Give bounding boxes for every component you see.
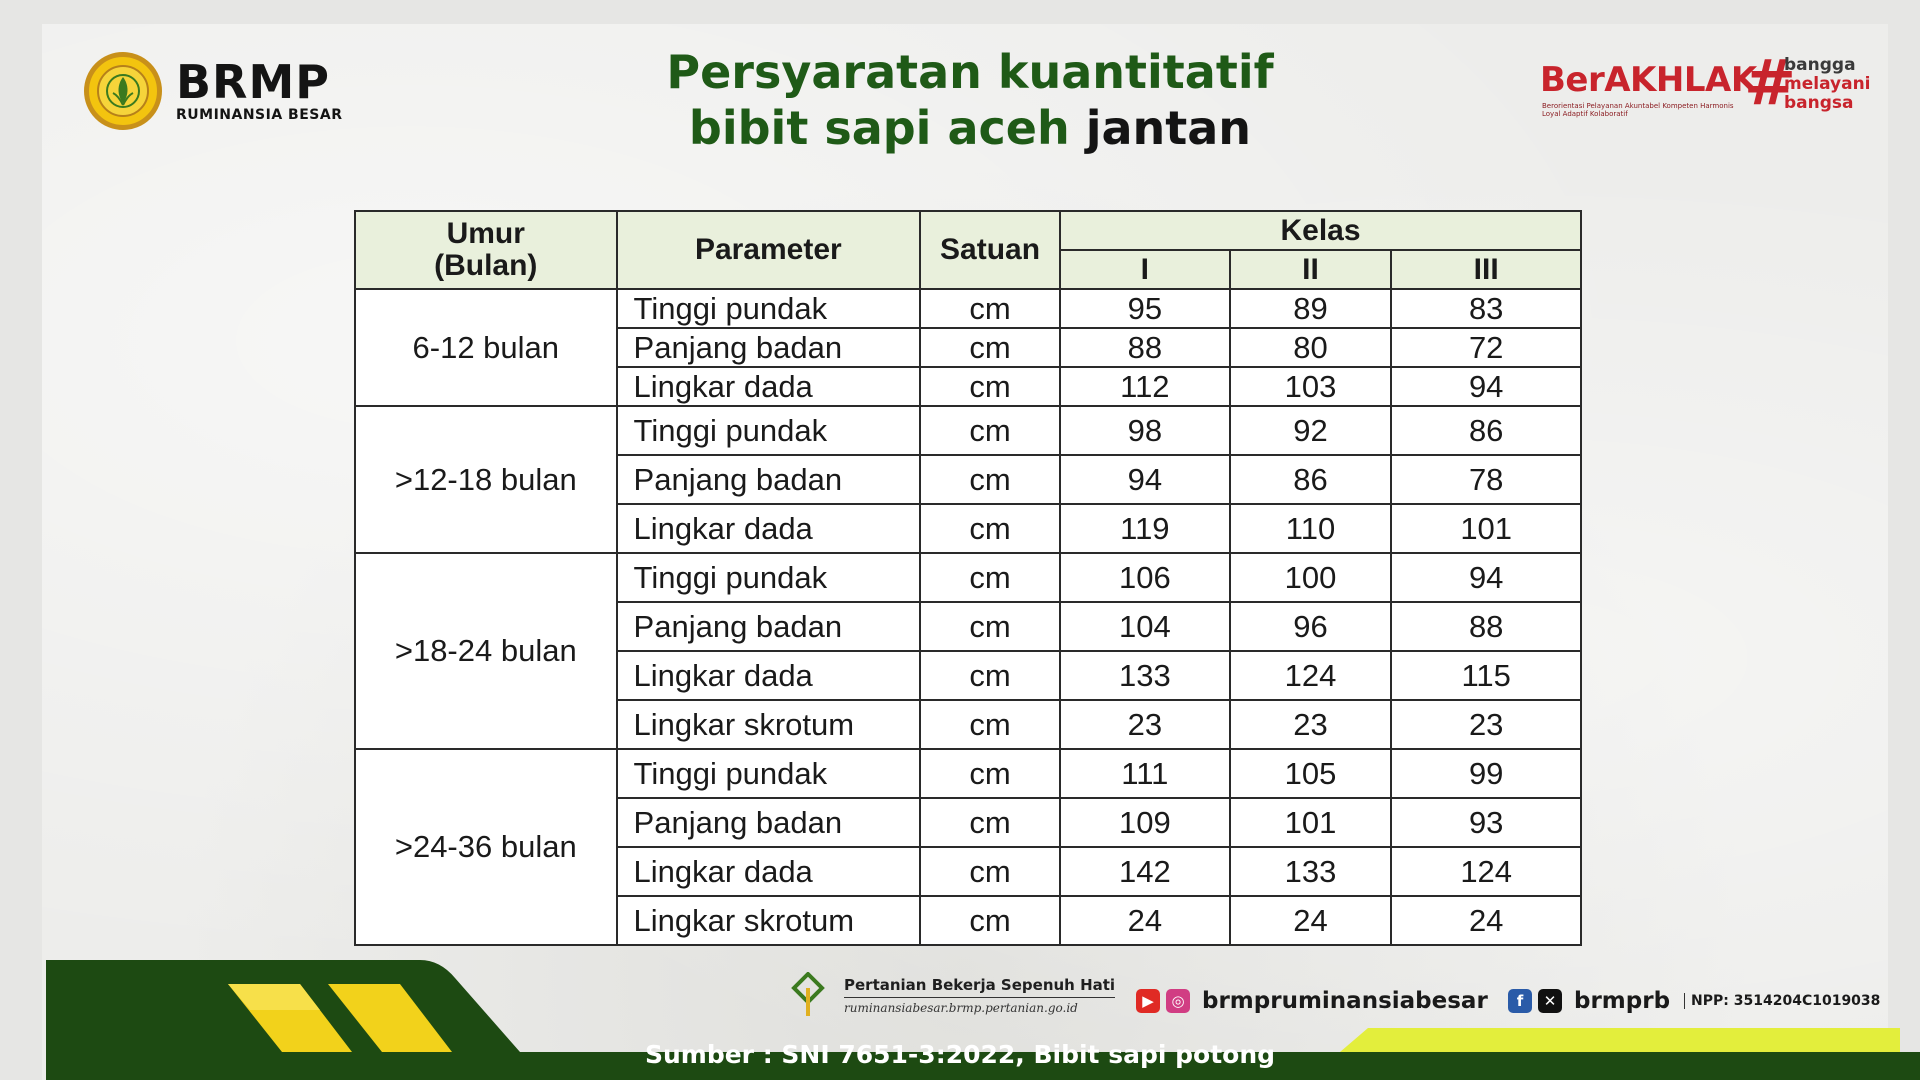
kelas-1-cell: 98	[1060, 406, 1230, 455]
page-title	[560, 44, 1380, 156]
kelas-3-cell: 94	[1391, 553, 1581, 602]
unit-cell: cm	[920, 602, 1060, 651]
param-cell: Panjang badan	[617, 798, 921, 847]
unit-cell: cm	[920, 798, 1060, 847]
kelas-1-cell: 142	[1060, 847, 1230, 896]
param-cell: Tinggi pundak	[617, 749, 921, 798]
kelas-3-cell: 115	[1391, 651, 1581, 700]
social-handle-1[interactable]: brmpruminansiabesar	[1202, 988, 1488, 1014]
requirements-table	[354, 210, 1582, 946]
param-cell: Panjang badan	[617, 455, 921, 504]
kelas-3-cell: 124	[1391, 847, 1581, 896]
kelas-1-cell: 111	[1060, 749, 1230, 798]
kelas-2-cell: 103	[1230, 367, 1392, 406]
slogan-line-2: melayani	[1784, 74, 1871, 94]
kelas-1-cell: 119	[1060, 504, 1230, 553]
kelas-3-cell: 78	[1391, 455, 1581, 504]
kelas-3-cell: 83	[1391, 289, 1581, 328]
kelas-1-cell: 94	[1060, 455, 1230, 504]
kelas-2-cell: 101	[1230, 798, 1392, 847]
kelas-1-cell: 23	[1060, 700, 1230, 749]
unit-cell: cm	[920, 700, 1060, 749]
npp-number: NPP: 3514204C1019038	[1684, 993, 1880, 1009]
agro-logo-icon	[788, 972, 828, 1018]
logo-title: BRMP	[176, 55, 330, 109]
unit-cell: cm	[920, 455, 1060, 504]
unit-cell: cm	[920, 406, 1060, 455]
kelas-1-cell: 95	[1060, 289, 1230, 328]
title-line-2-green: bibit sapi aceh	[688, 101, 1070, 155]
social-group-1	[1136, 988, 1488, 1014]
source-citation: Sumber : SNI 7651-3:2022, Bibit sapi potong	[644, 1040, 1276, 1069]
age-group-cell: >24-36 bulan	[355, 749, 617, 945]
kelas-1-cell: 106	[1060, 553, 1230, 602]
kelas-3-cell: 94	[1391, 367, 1581, 406]
param-cell: Lingkar skrotum	[617, 700, 921, 749]
table-row	[355, 406, 1581, 455]
unit-cell: cm	[920, 896, 1060, 945]
table-body	[355, 289, 1581, 945]
kelas-2-cell: 110	[1230, 504, 1392, 553]
berakhlak-logo	[1540, 48, 1880, 128]
param-cell: Tinggi pundak	[617, 406, 921, 455]
slogan-line-3: bangsa	[1784, 93, 1854, 113]
kelas-2-cell: 80	[1230, 328, 1392, 367]
kelas-2-cell: 92	[1230, 406, 1392, 455]
berakhlak-hash: #	[1744, 46, 1796, 119]
kelas-2-cell: 96	[1230, 602, 1392, 651]
param-cell: Lingkar dada	[617, 367, 921, 406]
header-kelas-2: II	[1230, 250, 1392, 289]
kelas-2-cell: 124	[1230, 651, 1392, 700]
kelas-2-cell: 105	[1230, 749, 1392, 798]
age-group-cell: 6-12 bulan	[355, 289, 617, 406]
brmp-logo	[84, 52, 343, 130]
kelas-1-cell: 88	[1060, 328, 1230, 367]
header-satuan: Satuan	[920, 211, 1060, 289]
youtube-icon[interactable]: ▶	[1136, 989, 1160, 1013]
header-kelas-1: I	[1060, 250, 1230, 289]
x-icon[interactable]: ✕	[1538, 989, 1562, 1013]
footer-tagline: Pertanian Bekerja Sepenuh Hati	[844, 976, 1115, 998]
berakhlak-slogan	[1784, 56, 1871, 113]
facebook-icon[interactable]: f	[1508, 989, 1532, 1013]
kelas-2-cell: 133	[1230, 847, 1392, 896]
unit-cell: cm	[920, 847, 1060, 896]
kelas-1-cell: 24	[1060, 896, 1230, 945]
unit-cell: cm	[920, 553, 1060, 602]
social-handle-2[interactable]: brmprb	[1574, 988, 1671, 1014]
kelas-2-cell: 89	[1230, 289, 1392, 328]
kelas-3-cell: 86	[1391, 406, 1581, 455]
unit-cell: cm	[920, 328, 1060, 367]
kelas-2-cell: 86	[1230, 455, 1392, 504]
unit-cell: cm	[920, 504, 1060, 553]
kelas-3-cell: 93	[1391, 798, 1581, 847]
kelas-2-cell: 23	[1230, 700, 1392, 749]
table-row	[355, 749, 1581, 798]
kelas-2-cell: 24	[1230, 896, 1392, 945]
header-umur: Umur (Bulan)	[355, 211, 617, 289]
param-cell: Lingkar dada	[617, 847, 921, 896]
unit-cell: cm	[920, 289, 1060, 328]
header-kelas: Kelas	[1060, 211, 1581, 250]
kelas-3-cell: 23	[1391, 700, 1581, 749]
kelas-1-cell: 133	[1060, 651, 1230, 700]
param-cell: Tinggi pundak	[617, 553, 921, 602]
param-cell: Lingkar dada	[617, 504, 921, 553]
footer-url[interactable]: ruminansiabesar.brmp.pertanian.go.id	[844, 1000, 1078, 1015]
age-group-cell: >18-24 bulan	[355, 553, 617, 749]
header-kelas-3: III	[1391, 250, 1581, 289]
berakhlak-tagline: Berorientasi Pelayanan Akuntabel Kompeten Harmonis Loyal Adaptif Kolaboratif	[1542, 102, 1734, 118]
brmp-emblem-icon	[84, 52, 162, 130]
table-row	[355, 289, 1581, 328]
kelas-1-cell: 112	[1060, 367, 1230, 406]
unit-cell: cm	[920, 651, 1060, 700]
age-group-cell: >12-18 bulan	[355, 406, 617, 553]
param-cell: Lingkar skrotum	[617, 896, 921, 945]
kelas-3-cell: 72	[1391, 328, 1581, 367]
unit-cell: cm	[920, 367, 1060, 406]
header-parameter: Parameter	[617, 211, 921, 289]
slogan-line-1: bangga	[1784, 55, 1856, 75]
kelas-3-cell: 101	[1391, 504, 1581, 553]
title-line-2	[560, 100, 1380, 156]
kelas-2-cell: 100	[1230, 553, 1392, 602]
param-cell: Panjang badan	[617, 602, 921, 651]
unit-cell: cm	[920, 749, 1060, 798]
social-group-2	[1508, 988, 1880, 1014]
title-line-1: Persyaratan kuantitatif	[666, 45, 1274, 99]
title-line-2-black: jantan	[1085, 101, 1252, 155]
kelas-3-cell: 99	[1391, 749, 1581, 798]
table-row	[355, 553, 1581, 602]
instagram-icon[interactable]: ◎	[1166, 989, 1190, 1013]
kelas-1-cell: 104	[1060, 602, 1230, 651]
berakhlak-word: BerAKHLAK	[1540, 60, 1757, 100]
footer-tagline-block	[788, 972, 1115, 1018]
param-cell: Panjang badan	[617, 328, 921, 367]
kelas-3-cell: 88	[1391, 602, 1581, 651]
param-cell: Tinggi pundak	[617, 289, 921, 328]
param-cell: Lingkar dada	[617, 651, 921, 700]
logo-subtitle: RUMINANSIA BESAR	[176, 107, 343, 123]
kelas-1-cell: 109	[1060, 798, 1230, 847]
kelas-3-cell: 24	[1391, 896, 1581, 945]
